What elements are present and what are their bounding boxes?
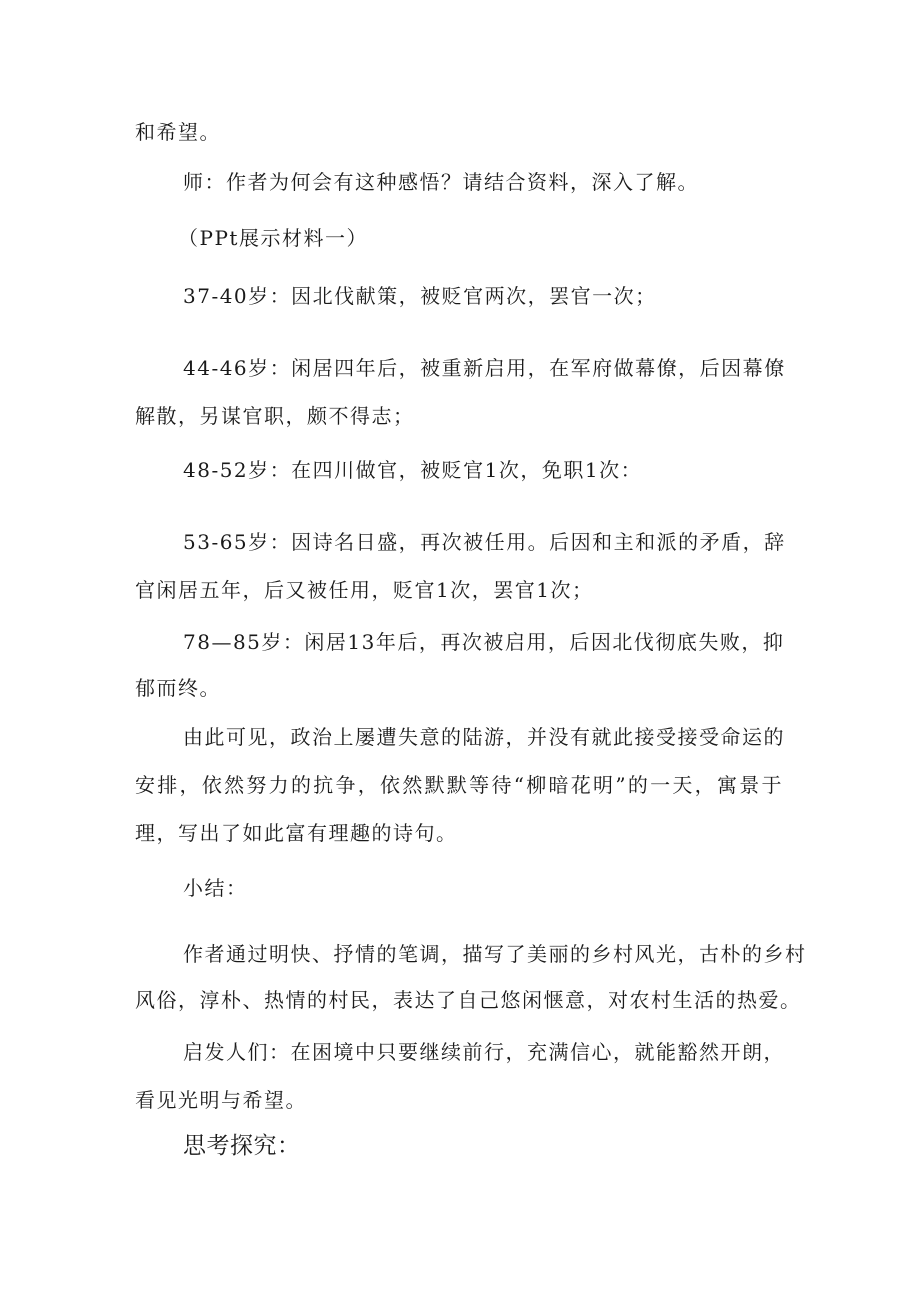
text-line-17: 风俗，淳朴、热情的村民，表达了自己悠闲惬意，对农村生活的热爱。	[135, 988, 802, 1012]
text-line-12: 由此可见，政治上屡遭失意的陆游，并没有就此接受接受命运的	[183, 725, 785, 749]
text-line-9: 官闲居五年，后又被任用，贬官1次，罢官1次；	[135, 578, 594, 602]
text-line-2: 师：作者为何会有这种感悟？请结合资料，深入了解。	[183, 170, 699, 194]
text-line-18: 启发人们：在困境中只要继续前行，充满信心，就能豁然开朗，	[183, 1040, 785, 1064]
text-line-11: 郁而终。	[135, 676, 221, 700]
text-line-8: 53-65岁：因诗名日盛，再次被任用。后因和主和派的矛盾，辞	[183, 530, 786, 554]
text-line-6: 解散，另谋官职，颇不得志；	[135, 404, 415, 428]
text-line-4: 37-40岁：因北伐献策，被贬官两次，罢官一次；	[183, 284, 657, 308]
text-line-15: 小结：	[183, 876, 248, 900]
text-line-16: 作者通过明快、抒情的笔调，描写了美丽的乡村风光，古朴的乡村	[183, 942, 807, 966]
section-heading: 思考探究：	[183, 1133, 301, 1159]
text-line-19: 看见光明与希望。	[135, 1088, 307, 1112]
text-line-1: 和希望。	[135, 120, 221, 144]
text-line-14: 理，写出了如此富有理趣的诗句。	[135, 821, 458, 845]
text-line-13: 安排，依然努力的抗争，依然默默等待“柳暗花明”的一天，寓景于	[135, 773, 783, 797]
text-line-3: （PPt展示材料一）	[178, 226, 368, 250]
text-line-5: 44-46岁：闲居四年后，被重新启用，在军府做幕僚，后因幕僚	[183, 356, 786, 380]
text-line-7: 48-52岁：在四川做官，被贬官1次，免职1次：	[183, 458, 643, 482]
text-line-10: 78—85岁：闲居13年后，再次被启用，后因北伐彻底失败，抑	[183, 630, 785, 654]
